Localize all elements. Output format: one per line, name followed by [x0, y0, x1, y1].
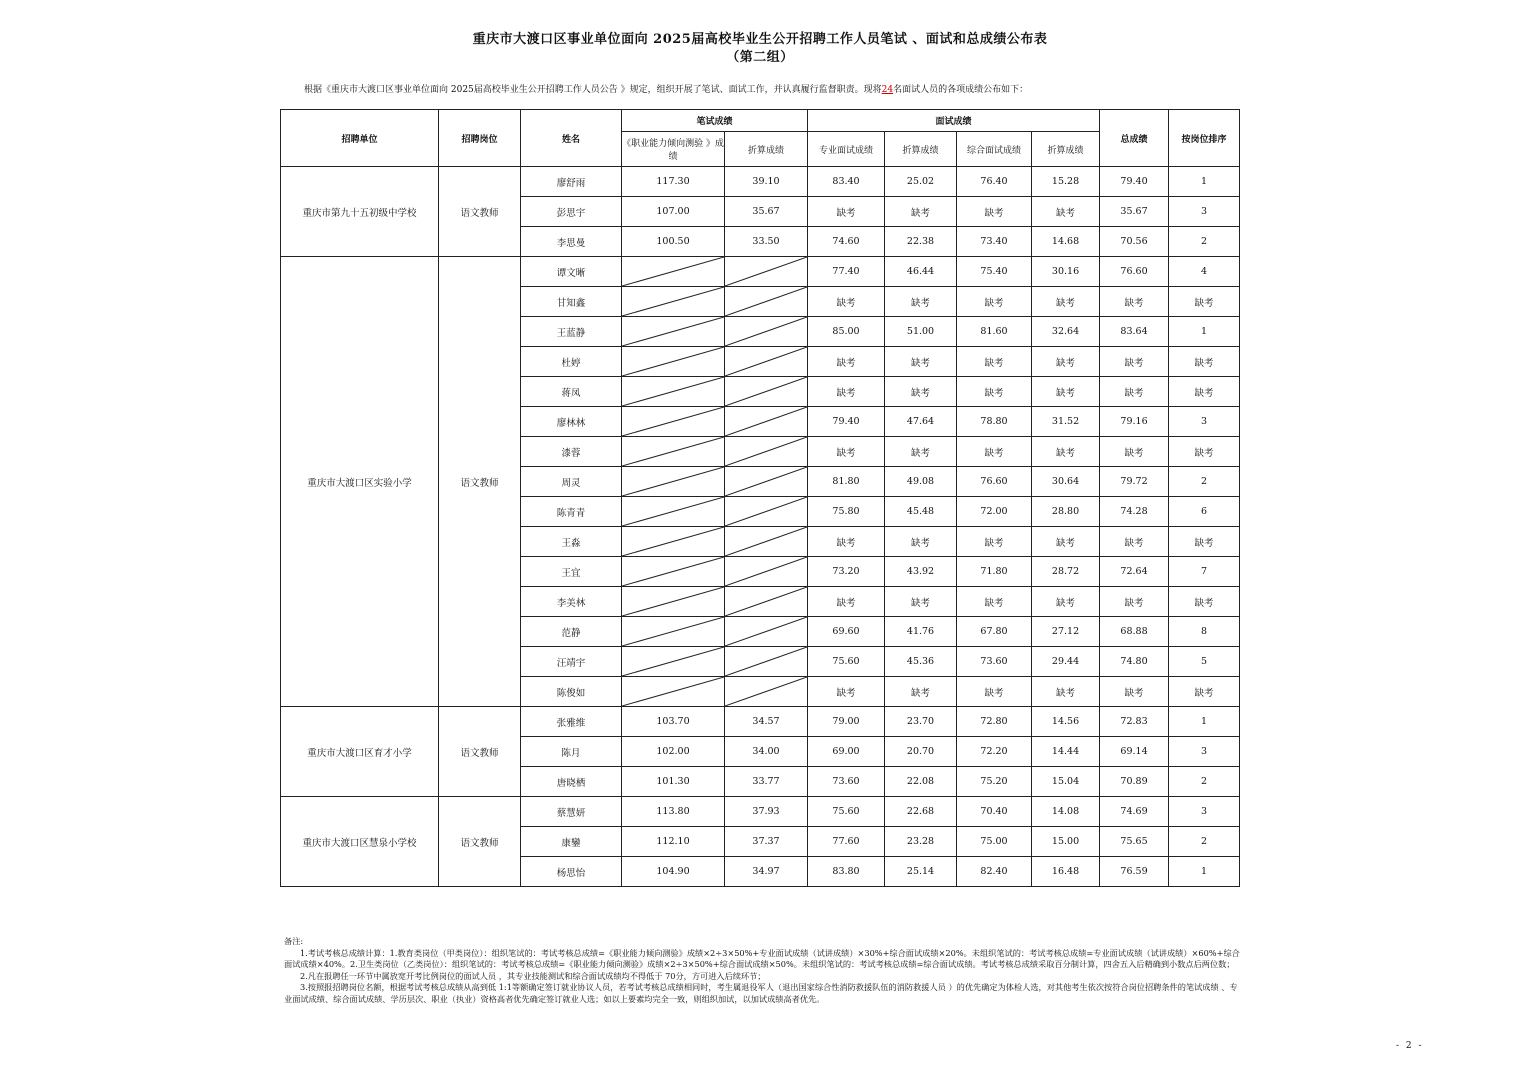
document-subtitle: （第二组） [726, 50, 794, 65]
written-score-cell: 100.50 [622, 227, 725, 257]
header-pro-conv: 折算成绩 [885, 132, 957, 167]
comp-conv-cell: 缺考 [1032, 587, 1100, 617]
slash-icon [622, 347, 724, 376]
comp-interview-cell: 75.00 [957, 827, 1032, 857]
total-cell: 74.69 [1100, 797, 1169, 827]
intro-paragraph [304, 82, 1028, 95]
slash-icon [725, 557, 807, 586]
written-score-cell: 102.00 [622, 737, 725, 767]
header-name: 姓名 [521, 110, 622, 167]
slash-icon [622, 497, 724, 526]
comp-conv-cell: 31.52 [1032, 407, 1100, 437]
comp-conv-cell: 27.12 [1032, 617, 1100, 647]
pro-conv-cell: 缺考 [885, 437, 957, 467]
comp-interview-cell: 82.40 [957, 857, 1032, 887]
written-score-empty-cell [622, 347, 725, 377]
name-cell: 甘知鑫 [521, 287, 622, 317]
comp-interview-cell: 73.40 [957, 227, 1032, 257]
name-cell: 王淼 [521, 527, 622, 557]
comp-interview-cell: 71.80 [957, 557, 1032, 587]
pro-interview-cell: 73.60 [808, 767, 885, 797]
pro-conv-cell: 22.68 [885, 797, 957, 827]
pro-interview-cell: 74.60 [808, 227, 885, 257]
comp-interview-cell: 缺考 [957, 197, 1032, 227]
rank-cell: 缺考 [1169, 287, 1240, 317]
comp-interview-cell: 75.20 [957, 767, 1032, 797]
pro-conv-cell: 51.00 [885, 317, 957, 347]
rank-cell: 4 [1169, 257, 1240, 287]
pro-interview-cell: 83.40 [808, 167, 885, 197]
position-cell: 语文教师 [439, 167, 521, 257]
comp-conv-cell: 缺考 [1032, 677, 1100, 707]
name-cell: 谭文晰 [521, 257, 622, 287]
pro-conv-cell: 45.48 [885, 497, 957, 527]
position-cell: 语文教师 [439, 797, 521, 887]
pro-conv-cell: 22.38 [885, 227, 957, 257]
comp-conv-cell: 14.68 [1032, 227, 1100, 257]
rank-cell: 3 [1169, 407, 1240, 437]
name-cell: 杜婷 [521, 347, 622, 377]
comp-conv-cell: 缺考 [1032, 527, 1100, 557]
notes-label: 备注: [284, 936, 304, 946]
comp-interview-cell: 缺考 [957, 287, 1032, 317]
total-cell: 70.89 [1100, 767, 1169, 797]
rank-cell: 8 [1169, 617, 1240, 647]
pro-interview-cell: 75.60 [808, 647, 885, 677]
pro-interview-cell: 缺考 [808, 587, 885, 617]
comp-conv-cell: 30.16 [1032, 257, 1100, 287]
written-conv-cell: 33.77 [725, 767, 808, 797]
slash-icon [725, 407, 807, 436]
slash-icon [622, 437, 724, 466]
written-conv-cell: 37.37 [725, 827, 808, 857]
pro-conv-cell: 缺考 [885, 677, 957, 707]
pro-conv-cell: 43.92 [885, 557, 957, 587]
rank-cell: 6 [1169, 497, 1240, 527]
rank-cell: 2 [1169, 767, 1240, 797]
rank-cell: 3 [1169, 197, 1240, 227]
comp-conv-cell: 28.80 [1032, 497, 1100, 527]
pro-conv-cell: 25.02 [885, 167, 957, 197]
comp-conv-cell: 14.44 [1032, 737, 1100, 767]
name-cell: 蔡慧妍 [521, 797, 622, 827]
slash-icon [725, 647, 807, 676]
slash-icon [725, 347, 807, 376]
written-score-cell: 103.70 [622, 707, 725, 737]
written-score-empty-cell [622, 677, 725, 707]
written-conv-empty-cell [725, 587, 808, 617]
header-written-score: 《职业能力倾向测验 》成绩 [622, 132, 725, 167]
slash-icon [622, 617, 724, 646]
written-conv-empty-cell [725, 497, 808, 527]
pro-conv-cell: 20.70 [885, 737, 957, 767]
note-1: 1.考试考核总成绩计算：1.教育类岗位（甲类岗位）：组织笔试的：考试考核总成绩=《职业能力倾向测验》成绩×2÷3×50%+专业面试成绩（试讲成绩）×30%+综合面试成绩×20%。未组织笔试的：考试考核总成绩=专业面试成绩（试讲成绩）×60%+综合面试成绩×40%。2.卫生类岗位（乙类岗位）：组织笔试的：考试考核总成绩=《职业能力倾向测验》成绩×2÷3×50%+综合面试成绩×50%。未组织笔试的：考试考核总成绩=综合面试成绩。考试考核总成绩采取百分制计算，四舍五入后精确到小数点后两位数； [284, 947, 1240, 969]
slash-icon [725, 377, 807, 406]
total-cell: 68.88 [1100, 617, 1169, 647]
note-2: 2.凡在报聘任一环节中属放宽开考比例岗位的面试人员 ，其专业技能测试和综合面试成绩均不得低于 70分，方可进入后续环节； [300, 970, 766, 981]
slash-icon [622, 257, 724, 286]
rank-cell: 缺考 [1169, 347, 1240, 377]
slash-icon [622, 677, 724, 706]
comp-interview-cell: 缺考 [957, 377, 1032, 407]
score-table [280, 109, 1240, 887]
rank-cell: 2 [1169, 227, 1240, 257]
written-conv-cell: 34.00 [725, 737, 808, 767]
total-cell: 缺考 [1100, 677, 1169, 707]
written-conv-empty-cell [725, 257, 808, 287]
pro-conv-cell: 23.28 [885, 827, 957, 857]
table-row [281, 707, 1240, 737]
slash-icon [725, 257, 807, 286]
slash-icon [725, 467, 807, 496]
written-conv-empty-cell [725, 407, 808, 437]
comp-conv-cell: 32.64 [1032, 317, 1100, 347]
total-cell: 83.64 [1100, 317, 1169, 347]
slash-icon [725, 677, 807, 706]
comp-interview-cell: 缺考 [957, 677, 1032, 707]
written-score-empty-cell [622, 287, 725, 317]
written-score-empty-cell [622, 617, 725, 647]
written-score-empty-cell [622, 647, 725, 677]
written-conv-cell: 39.10 [725, 167, 808, 197]
written-conv-cell: 33.50 [725, 227, 808, 257]
written-score-empty-cell [622, 497, 725, 527]
rank-cell: 2 [1169, 827, 1240, 857]
comp-interview-cell: 81.60 [957, 317, 1032, 347]
position-cell: 语文教师 [439, 257, 521, 707]
name-cell: 李美林 [521, 587, 622, 617]
total-cell: 缺考 [1100, 347, 1169, 377]
pro-conv-cell: 45.36 [885, 647, 957, 677]
comp-conv-cell: 29.44 [1032, 647, 1100, 677]
name-cell: 王蓝静 [521, 317, 622, 347]
pro-interview-cell: 77.60 [808, 827, 885, 857]
total-cell: 缺考 [1100, 587, 1169, 617]
rank-cell: 2 [1169, 467, 1240, 497]
comp-interview-cell: 缺考 [957, 347, 1032, 377]
rank-cell: 7 [1169, 557, 1240, 587]
name-cell: 陈俊如 [521, 677, 622, 707]
written-conv-empty-cell [725, 647, 808, 677]
comp-conv-cell: 缺考 [1032, 347, 1100, 377]
pro-conv-cell: 缺考 [885, 197, 957, 227]
written-score-empty-cell [622, 527, 725, 557]
comp-conv-cell: 缺考 [1032, 437, 1100, 467]
pro-conv-cell: 缺考 [885, 347, 957, 377]
comp-conv-cell: 15.04 [1032, 767, 1100, 797]
comp-conv-cell: 缺考 [1032, 197, 1100, 227]
header-comp-conv: 折算成绩 [1032, 132, 1100, 167]
name-cell: 漆蓉 [521, 437, 622, 467]
written-score-empty-cell [622, 587, 725, 617]
written-score-cell: 101.30 [622, 767, 725, 797]
name-cell: 廖舒雨 [521, 167, 622, 197]
pro-interview-cell: 69.00 [808, 737, 885, 767]
written-conv-cell: 34.57 [725, 707, 808, 737]
name-cell: 杨思怡 [521, 857, 622, 887]
pro-interview-cell: 77.40 [808, 257, 885, 287]
pro-interview-cell: 缺考 [808, 377, 885, 407]
slash-icon [622, 647, 724, 676]
name-cell: 彭思宇 [521, 197, 622, 227]
rank-cell: 1 [1169, 167, 1240, 197]
table-row [281, 797, 1240, 827]
slash-icon [622, 287, 724, 316]
comp-conv-cell: 14.56 [1032, 707, 1100, 737]
comp-conv-cell: 30.64 [1032, 467, 1100, 497]
written-score-cell: 107.00 [622, 197, 725, 227]
pro-conv-cell: 缺考 [885, 527, 957, 557]
slash-icon [622, 467, 724, 496]
slash-icon [725, 617, 807, 646]
note-3: 3.按照报招聘岗位名额，根据考试考核总成绩从高到低 1:1等额确定签订就业协议人员，若考试考核总成绩相同时，考生属退役军人（退出国家综合性消防救援队伍的消防救援人员 ）的优先确定为体检人选，对其他考生依次按符合岗位招聘条件的笔试成绩 、专业面试成绩、综合面试成绩、学历层次、职业（执业）资格高者优先确定签订就业人选；如以上要素均完全一致，则组织加试，以加试成绩高者优先。 [284, 982, 1238, 1004]
comp-interview-cell: 缺考 [957, 437, 1032, 467]
written-score-cell: 117.30 [622, 167, 725, 197]
rank-cell: 3 [1169, 737, 1240, 767]
name-cell: 陈月 [521, 737, 622, 767]
slash-icon [622, 317, 724, 346]
total-cell: 74.28 [1100, 497, 1169, 527]
total-cell: 72.64 [1100, 557, 1169, 587]
total-cell: 缺考 [1100, 377, 1169, 407]
written-score-empty-cell [622, 467, 725, 497]
rank-cell: 缺考 [1169, 437, 1240, 467]
pro-conv-cell: 47.64 [885, 407, 957, 437]
total-cell: 79.72 [1100, 467, 1169, 497]
written-score-empty-cell [622, 407, 725, 437]
name-cell: 康鑾 [521, 827, 622, 857]
name-cell: 蒋凤 [521, 377, 622, 407]
pro-conv-cell: 25.14 [885, 857, 957, 887]
comp-interview-cell: 67.80 [957, 617, 1032, 647]
slash-icon [725, 587, 807, 616]
rank-cell: 缺考 [1169, 527, 1240, 557]
comp-interview-cell: 78.80 [957, 407, 1032, 437]
slash-icon [725, 527, 807, 556]
name-cell: 王宜 [521, 557, 622, 587]
written-conv-cell: 35.67 [725, 197, 808, 227]
pro-interview-cell: 75.60 [808, 797, 885, 827]
total-cell: 76.59 [1100, 857, 1169, 887]
intro-text-before: 根据《重庆市大渡口区事业单位面向 2025届高校毕业生公开招聘工作人员公告 》规定，组织开展了笔试、面试工作，并认真履行监督职责。现将 [304, 85, 882, 95]
slash-icon [725, 317, 807, 346]
name-cell: 张雅维 [521, 707, 622, 737]
header-unit: 招聘单位 [281, 110, 439, 167]
header-pro-interview: 专业面试成绩 [808, 132, 885, 167]
slash-icon [725, 287, 807, 316]
slash-icon [725, 497, 807, 526]
written-conv-empty-cell [725, 467, 808, 497]
comp-conv-cell: 16.48 [1032, 857, 1100, 887]
pro-conv-cell: 缺考 [885, 377, 957, 407]
pro-interview-cell: 缺考 [808, 677, 885, 707]
pro-conv-cell: 23.70 [885, 707, 957, 737]
page-number: - 2 - [1396, 1041, 1424, 1051]
pro-interview-cell: 缺考 [808, 437, 885, 467]
pro-interview-cell: 85.00 [808, 317, 885, 347]
pro-interview-cell: 81.80 [808, 467, 885, 497]
written-conv-empty-cell [725, 377, 808, 407]
written-score-empty-cell [622, 437, 725, 467]
comp-interview-cell: 76.40 [957, 167, 1032, 197]
intro-text-after: 名面试人员的各项成绩公布如下： [893, 85, 1029, 95]
slash-icon [622, 587, 724, 616]
rank-cell: 1 [1169, 857, 1240, 887]
slash-icon [622, 407, 724, 436]
written-score-cell: 112.10 [622, 827, 725, 857]
rank-cell: 缺考 [1169, 677, 1240, 707]
comp-conv-cell: 15.28 [1032, 167, 1100, 197]
header-written-conv: 折算成绩 [725, 132, 808, 167]
unit-cell: 重庆市大渡口区慧泉小学校 [281, 797, 439, 887]
document-title: 重庆市大渡口区事业单位面向 2025届高校毕业生公开招聘工作人员笔试 、面试和总成绩公布表 [472, 32, 1048, 47]
rank-cell: 缺考 [1169, 377, 1240, 407]
pro-interview-cell: 69.60 [808, 617, 885, 647]
rank-cell: 1 [1169, 317, 1240, 347]
comp-interview-cell: 70.40 [957, 797, 1032, 827]
pro-conv-cell: 缺考 [885, 587, 957, 617]
slash-icon [622, 527, 724, 556]
total-cell: 74.80 [1100, 647, 1169, 677]
unit-cell: 重庆市大渡口区实验小学 [281, 257, 439, 707]
written-score-empty-cell [622, 377, 725, 407]
rank-cell: 3 [1169, 797, 1240, 827]
pro-interview-cell: 缺考 [808, 347, 885, 377]
slash-icon [622, 557, 724, 586]
total-cell: 79.40 [1100, 167, 1169, 197]
name-cell: 李思曼 [521, 227, 622, 257]
total-cell: 69.14 [1100, 737, 1169, 767]
name-cell: 廖林林 [521, 407, 622, 437]
pro-interview-cell: 83.80 [808, 857, 885, 887]
written-score-empty-cell [622, 317, 725, 347]
written-conv-empty-cell [725, 347, 808, 377]
slash-icon [622, 377, 724, 406]
unit-cell: 重庆市第九十五初级中学校 [281, 167, 439, 257]
header-comp-interview: 综合面试成绩 [957, 132, 1032, 167]
pro-interview-cell: 缺考 [808, 197, 885, 227]
comp-interview-cell: 76.60 [957, 467, 1032, 497]
written-conv-empty-cell [725, 437, 808, 467]
pro-conv-cell: 46.44 [885, 257, 957, 287]
slash-icon [725, 437, 807, 466]
written-score-empty-cell [622, 257, 725, 287]
total-cell: 76.60 [1100, 257, 1169, 287]
comp-interview-cell: 72.20 [957, 737, 1032, 767]
total-cell: 缺考 [1100, 527, 1169, 557]
header-rank: 按岗位排序 [1169, 110, 1240, 167]
pro-conv-cell: 缺考 [885, 287, 957, 317]
comp-conv-cell: 15.00 [1032, 827, 1100, 857]
total-cell: 70.56 [1100, 227, 1169, 257]
intro-count: 24 [881, 85, 894, 95]
comp-interview-cell: 75.40 [957, 257, 1032, 287]
name-cell: 唐晓栖 [521, 767, 622, 797]
name-cell: 周灵 [521, 467, 622, 497]
pro-conv-cell: 22.08 [885, 767, 957, 797]
score-table-body [281, 167, 1240, 887]
pro-interview-cell: 缺考 [808, 527, 885, 557]
written-conv-empty-cell [725, 557, 808, 587]
notes-section [284, 936, 1244, 1005]
rank-cell: 1 [1169, 707, 1240, 737]
pro-interview-cell: 79.40 [808, 407, 885, 437]
total-cell: 75.65 [1100, 827, 1169, 857]
name-cell: 范静 [521, 617, 622, 647]
comp-interview-cell: 72.80 [957, 707, 1032, 737]
comp-conv-cell: 缺考 [1032, 377, 1100, 407]
name-cell: 陈青青 [521, 497, 622, 527]
pro-interview-cell: 79.00 [808, 707, 885, 737]
pro-interview-cell: 缺考 [808, 287, 885, 317]
header-total: 总成绩 [1100, 110, 1169, 167]
total-cell: 缺考 [1100, 287, 1169, 317]
total-cell: 72.83 [1100, 707, 1169, 737]
header-position: 招聘岗位 [439, 110, 521, 167]
rank-cell: 5 [1169, 647, 1240, 677]
comp-interview-cell: 73.60 [957, 647, 1032, 677]
header-interview-group: 面试成绩 [808, 110, 1100, 132]
written-score-empty-cell [622, 557, 725, 587]
comp-interview-cell: 缺考 [957, 587, 1032, 617]
written-conv-empty-cell [725, 527, 808, 557]
written-conv-empty-cell [725, 287, 808, 317]
written-score-cell: 104.90 [622, 857, 725, 887]
table-row [281, 257, 1240, 287]
written-conv-empty-cell [725, 617, 808, 647]
comp-conv-cell: 缺考 [1032, 287, 1100, 317]
pro-interview-cell: 75.80 [808, 497, 885, 527]
comp-conv-cell: 14.08 [1032, 797, 1100, 827]
comp-conv-cell: 28.72 [1032, 557, 1100, 587]
rank-cell: 缺考 [1169, 587, 1240, 617]
comp-interview-cell: 缺考 [957, 527, 1032, 557]
unit-cell: 重庆市大渡口区育才小学 [281, 707, 439, 797]
pro-interview-cell: 73.20 [808, 557, 885, 587]
written-conv-empty-cell [725, 317, 808, 347]
written-conv-cell: 37.93 [725, 797, 808, 827]
table-row [281, 167, 1240, 197]
total-cell: 缺考 [1100, 437, 1169, 467]
position-cell: 语文教师 [439, 707, 521, 797]
written-score-cell: 113.80 [622, 797, 725, 827]
written-conv-cell: 34.97 [725, 857, 808, 887]
name-cell: 汪靖宇 [521, 647, 622, 677]
header-written-group: 笔试成绩 [622, 110, 808, 132]
total-cell: 79.16 [1100, 407, 1169, 437]
pro-conv-cell: 49.08 [885, 467, 957, 497]
total-cell: 35.67 [1100, 197, 1169, 227]
comp-interview-cell: 72.00 [957, 497, 1032, 527]
written-conv-empty-cell [725, 677, 808, 707]
pro-conv-cell: 41.76 [885, 617, 957, 647]
